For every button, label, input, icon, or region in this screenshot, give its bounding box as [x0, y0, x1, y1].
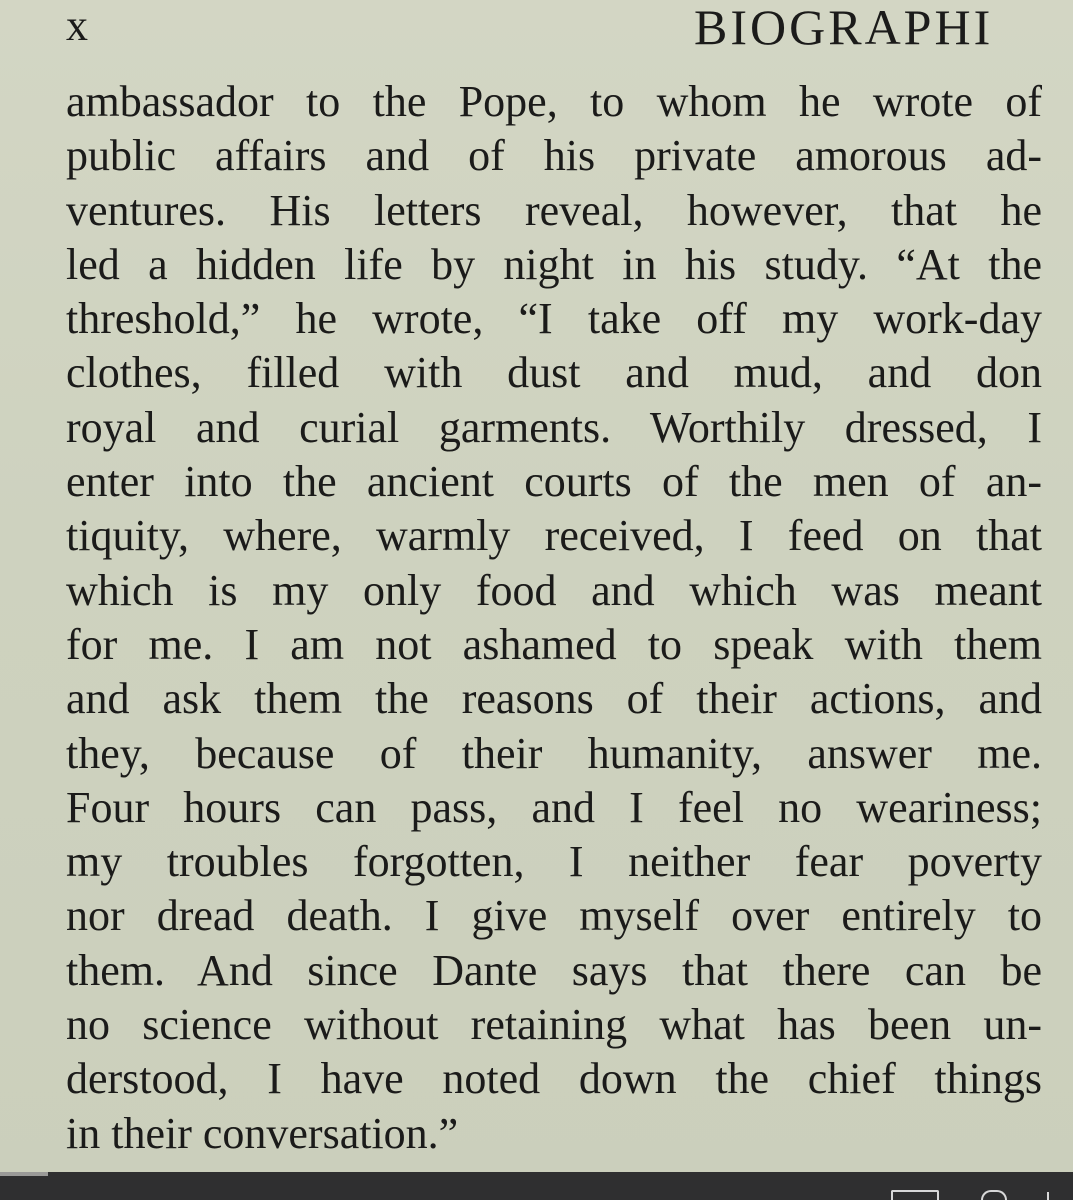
text-line: no science without retaining what has been un- [66, 1000, 1042, 1050]
text-line: tiquity, where, warmly received, I feed on that [66, 511, 1042, 561]
text-line: threshold,” he wrote, “I take off my work-day [66, 294, 1042, 344]
body-text [66, 75, 1042, 1161]
text-line: nor dread death. I give myself over entirely to [66, 891, 1042, 941]
text-line: enter into the ancient courts of the men of an- [66, 457, 1042, 507]
text-line: derstood, I have noted down the chief things [66, 1054, 1042, 1104]
running-head: BIOGRAPHI [694, 0, 994, 55]
text-line: clothes, filled with dust and mud, and don [66, 348, 1042, 398]
zoom-icon[interactable] [981, 1190, 1007, 1200]
text-line: they, because of their humanity, answer me. [66, 728, 1042, 778]
text-line: them. And since Dante says that there can be [66, 945, 1042, 995]
text-line: public affairs and of his private amorous ad- [66, 131, 1042, 181]
page-number: x [66, 1, 88, 50]
page-view-icon[interactable] [891, 1190, 939, 1200]
scroll-progress-bar[interactable] [0, 1172, 48, 1176]
text-line: my troubles forgotten, I neither fear poverty [66, 837, 1042, 887]
text-line: ventures. His letters reveal, however, that he [66, 185, 1042, 235]
viewer-controls [803, 1188, 1073, 1200]
viewer-toolbar [0, 1172, 1073, 1200]
text-line: and ask them the reasons of their actions, and [66, 674, 1042, 724]
text-line: in their conversation.” [66, 1108, 459, 1158]
text-line: royal and curial garments. Worthily dressed, I [66, 402, 1042, 452]
text-line: led a hidden life by night in his study. “At the [66, 239, 1042, 289]
text-line: ambassador to the Pope, to whom he wrote of [66, 77, 1042, 126]
text-line: which is my only food and which was meant [66, 565, 1042, 615]
fullscreen-icon[interactable] [1047, 1192, 1055, 1200]
text-line: for me. I am not ashamed to speak with them [66, 619, 1042, 669]
text-line: Four hours can pass, and I feel no weariness; [66, 782, 1042, 832]
